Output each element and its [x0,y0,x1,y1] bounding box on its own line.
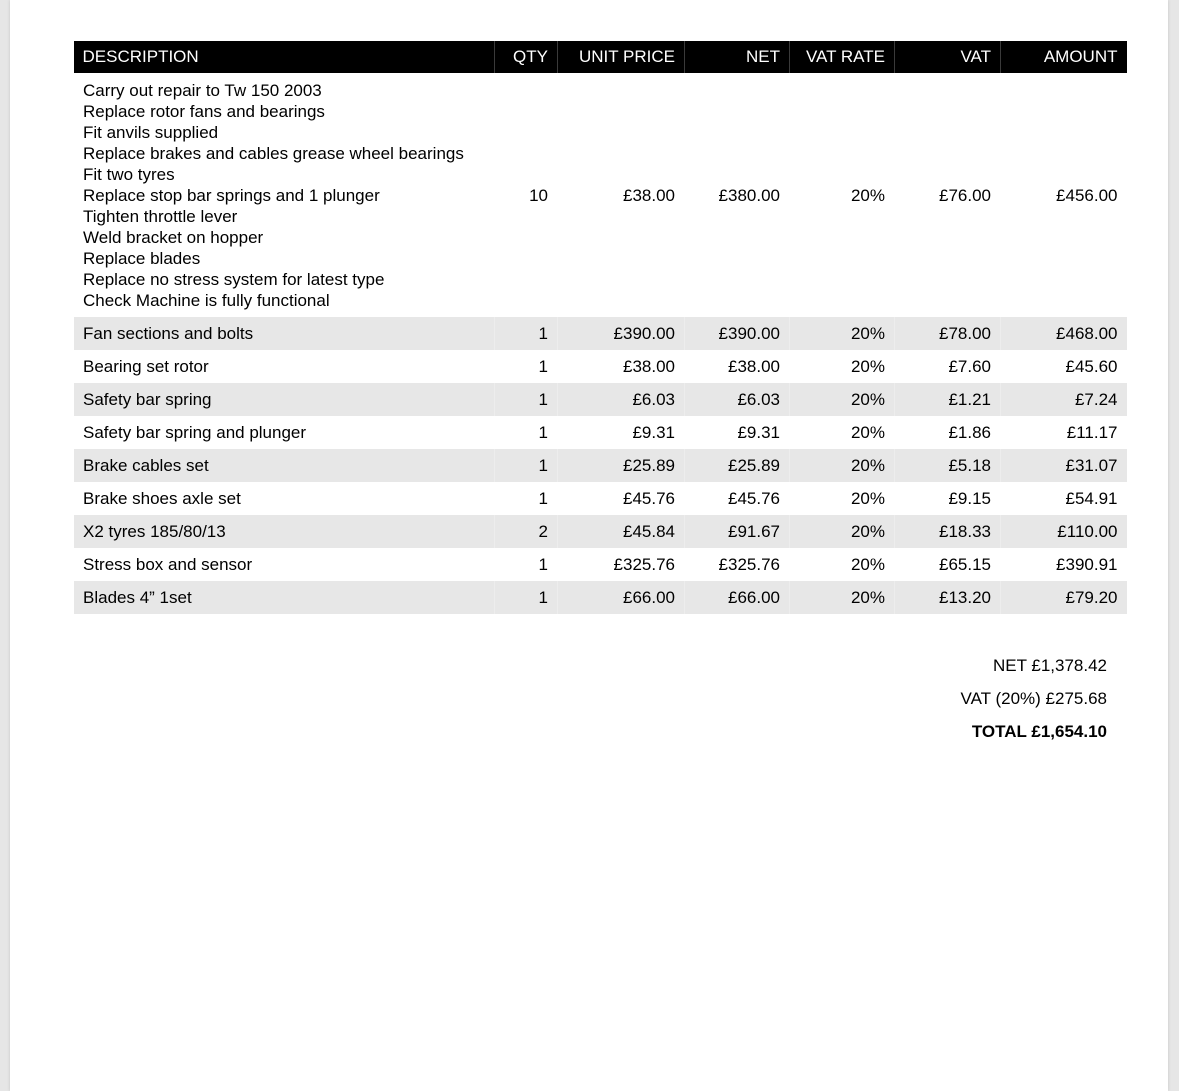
net-cell: £25.89 [685,449,790,482]
qty-cell: 2 [495,515,558,548]
description-cell [74,73,495,317]
net-cell: £66.00 [685,581,790,614]
invoice-page [10,0,1168,1091]
header-amount: AMOUNT [1001,41,1127,73]
table-row [74,73,1127,317]
description-cell: Blades 4” 1set [74,581,495,614]
header-description: DESCRIPTION [74,41,495,73]
table-row [74,548,1127,581]
vat-cell: £18.33 [895,515,1001,548]
vat-rate-cell: 20% [850,422,885,442]
vat-cell: £5.18 [895,449,1001,482]
table-row [74,383,1127,416]
description-line: Tighten throttle lever [83,207,238,226]
unit-price-cell: £66.00 [558,581,685,614]
description-cell: Fan sections and bolts [74,317,495,350]
net-cell: £380.00 [718,185,780,205]
amount-cell: £31.07 [1001,449,1127,482]
net-cell: £6.03 [685,383,790,416]
amount-cell: £110.00 [1001,515,1127,548]
description-cell: Bearing set rotor [83,356,209,376]
header-vat-rate: VAT RATE [790,41,895,73]
header-net: NET [685,41,790,73]
vat-rate-cell: 20% [790,515,895,548]
vat-rate-cell: 20% [790,581,895,614]
table-row [74,515,1127,548]
unit-price-cell: £38.00 [623,185,675,205]
net-cell: £390.00 [685,317,790,350]
description-line: Replace brakes and cables grease wheel bearings [83,144,464,163]
table-row [74,482,1127,515]
qty-cell: 1 [495,383,558,416]
vat-rate-cell: 20% [850,488,885,508]
unit-price-cell: £6.03 [558,383,685,416]
net-cell: £325.76 [718,554,780,574]
table-row [74,449,1127,482]
header-unit-price: UNIT PRICE [558,41,685,73]
vat-rate-cell: 20% [790,383,895,416]
table-row [74,350,1127,383]
unit-price-cell: £9.31 [632,422,675,442]
qty-cell: 1 [538,488,548,508]
unit-price-cell: £25.89 [558,449,685,482]
qty-cell: 1 [538,422,548,442]
line-items-table [73,41,1127,614]
vat-cell: £76.00 [939,185,991,205]
qty-cell: 1 [538,554,548,574]
qty-cell: 10 [529,185,548,205]
vat-cell: £78.00 [895,317,1001,350]
description-cell: Brake shoes axle set [83,488,241,508]
vat-rate-cell: 20% [850,356,885,376]
description-line: Check Machine is fully functional [83,291,330,310]
net-total: NET £1,378.42 [992,656,1107,675]
table-row [74,581,1127,614]
unit-price-cell: £38.00 [623,356,675,376]
description-line: Carry out repair to Tw 150 2003 [83,81,322,100]
vat-cell: £13.20 [895,581,1001,614]
table-header [74,41,1127,73]
amount-cell: £456.00 [1056,185,1118,205]
vat-cell: £1.86 [948,422,991,442]
vat-rate-cell: 20% [790,317,895,350]
description-line: Weld bracket on hopper [83,228,264,247]
net-cell: £45.76 [728,488,780,508]
grand-total: TOTAL £1,654.10 [971,722,1107,741]
header-vat: VAT [895,41,1001,73]
description-cell: Brake cables set [74,449,495,482]
vat-cell: £9.15 [948,488,991,508]
amount-cell: £7.24 [1001,383,1127,416]
vat-rate-cell: 20% [850,185,885,205]
description-cell: X2 tyres 185/80/13 [74,515,495,548]
qty-cell: 1 [538,356,548,376]
table-row [74,416,1127,449]
description-line: Fit anvils supplied [83,123,219,142]
unit-price-cell: £45.76 [623,488,675,508]
amount-cell: £54.91 [1065,488,1118,508]
description-cell: Stress box and sensor [83,554,253,574]
description-line: Replace rotor fans and bearings [83,102,325,121]
unit-price-cell: £325.76 [613,554,675,574]
description-line: Replace no stress system for latest type [83,270,385,289]
amount-cell: £11.17 [1066,422,1118,442]
description-cell: Safety bar spring and plunger [83,422,307,442]
amount-cell: £390.91 [1056,554,1118,574]
unit-price-cell: £390.00 [558,317,685,350]
vat-cell: £65.15 [939,554,991,574]
net-cell: £9.31 [737,422,780,442]
description-line: Replace blades [83,249,201,268]
amount-cell: £79.20 [1001,581,1127,614]
amount-cell: £468.00 [1001,317,1127,350]
totals-block [961,652,1107,751]
table-row [74,317,1127,350]
vat-cell: £1.21 [895,383,1001,416]
net-cell: £38.00 [728,356,780,376]
table-body [74,73,1127,614]
vat-cell: £7.60 [948,356,991,376]
qty-cell: 1 [495,449,558,482]
description-cell: Safety bar spring [74,383,495,416]
vat-rate-cell: 20% [790,449,895,482]
net-cell: £91.67 [685,515,790,548]
description-line: Replace stop bar springs and 1 plunger [83,186,380,205]
header-qty: QTY [495,41,558,73]
description-line: Fit two tyres [83,165,175,184]
amount-cell: £45.60 [1065,356,1118,376]
qty-cell: 1 [495,317,558,350]
qty-cell: 1 [495,581,558,614]
vat-rate-cell: 20% [850,554,885,574]
unit-price-cell: £45.84 [558,515,685,548]
vat-total: VAT (20%) £275.68 [960,689,1107,708]
